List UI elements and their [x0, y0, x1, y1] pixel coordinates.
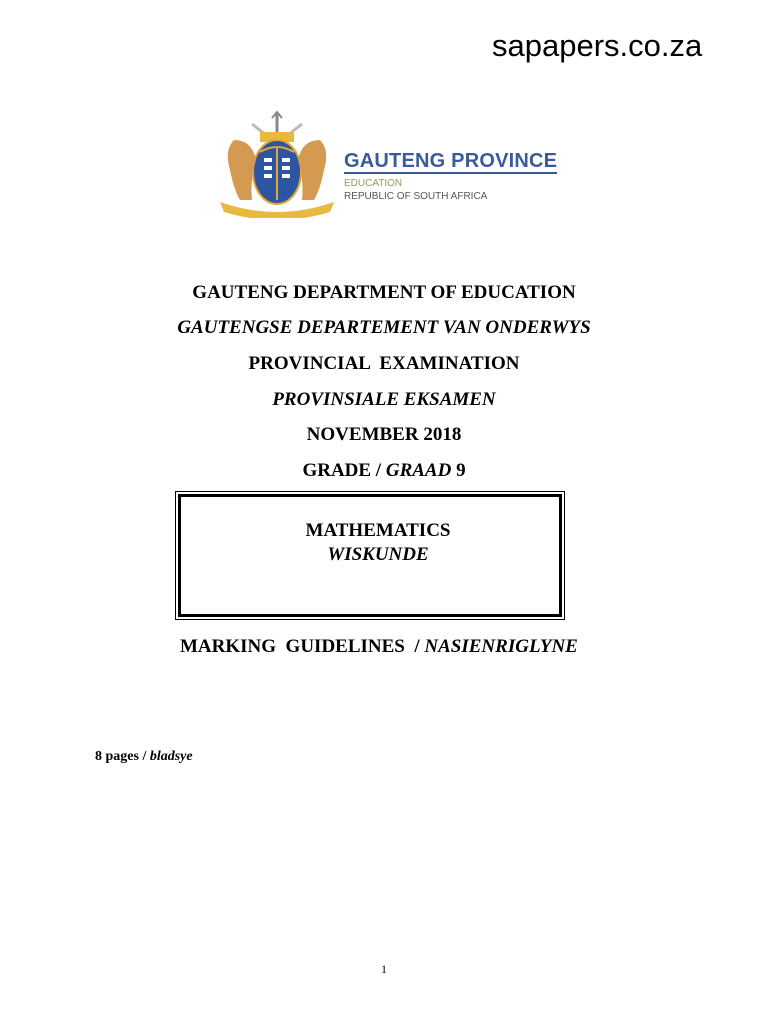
exam-date: NOVEMBER 2018	[306, 424, 462, 445]
guidelines-af: NASIENRIGLYNE	[424, 636, 578, 657]
dept-en: GAUTENG DEPARTMENT OF EDUCATION	[192, 282, 576, 303]
page-number: 1	[381, 962, 387, 976]
page-count	[95, 749, 193, 765]
dept-af: GAUTENGSE DEPARTEMENT VAN ONDERWYS	[177, 317, 591, 338]
logo-subtitle: EDUCATION	[344, 178, 403, 189]
pages-af: bladsye	[149, 749, 193, 764]
marking-guidelines	[180, 636, 578, 658]
watermark: sapapers.co.za	[492, 28, 703, 63]
logo-title: GAUTENG PROVINCE	[344, 150, 558, 172]
guidelines-en: MARKING GUIDELINES /	[180, 636, 425, 657]
coat-of-arms-icon	[212, 110, 342, 218]
grade-number: 9	[451, 460, 466, 481]
subject-box	[178, 494, 562, 617]
subject-af: WISKUNDE	[327, 544, 429, 565]
grade	[0, 460, 768, 482]
logo-country: REPUBLIC OF SOUTH AFRICA	[344, 191, 488, 202]
subject-en: MATHEMATICS	[305, 520, 451, 541]
grade-af: GRAAD	[385, 460, 452, 481]
pages-en: 8 pages /	[95, 749, 150, 764]
exam-en: PROVINCIAL EXAMINATION	[248, 353, 520, 374]
gauteng-logo	[198, 104, 570, 222]
grade-en: GRADE /	[302, 460, 386, 481]
exam-af: PROVINSIALE EKSAMEN	[272, 389, 496, 410]
